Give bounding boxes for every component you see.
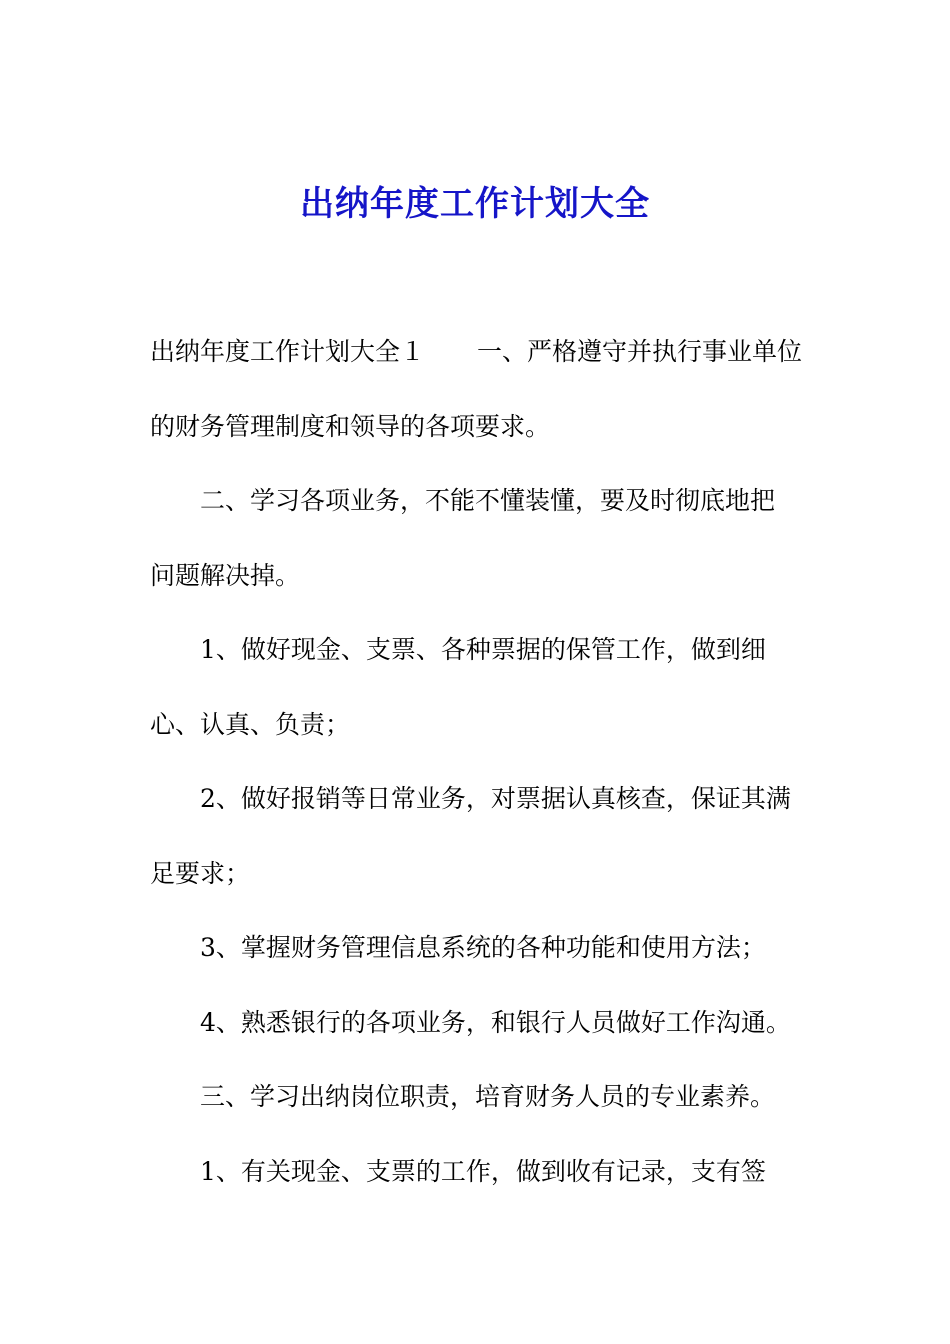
paragraph-line-5: 1、做好现金、支票、各种票据的保管工作，做到细: [200, 635, 766, 664]
paragraph-line-3: 二、学习各项业务，不能不懂装懂，要及时彻底地把: [200, 486, 776, 515]
heading-run: 出纳年度工作计划大全１: [150, 337, 426, 366]
paragraph-line-10: 4、熟悉银行的各项业务，和银行人员做好工作沟通。: [200, 1008, 791, 1037]
paragraph-line-1: [150, 332, 830, 372]
paragraph-line-8: 足要求；: [150, 859, 251, 888]
paragraph-line-12: 1、有关现金、支票的工作，做到收有记录，支有签: [200, 1157, 766, 1186]
paragraph-line-6: 心、认真、负责；: [150, 710, 351, 739]
paragraph-run: 一、严格遵守并执行事业单位: [477, 337, 803, 366]
document-title: 出纳年度工作计划大全: [300, 184, 650, 224]
paragraph-line-7: 2、做好报销等日常业务，对票据认真核查，保证其满: [200, 784, 791, 813]
paragraph-line-9: 3、掌握财务管理信息系统的各种功能和使用方法；: [200, 933, 766, 962]
paragraph-line-2: 的财务管理制度和领导的各项要求。: [150, 412, 551, 441]
paragraph-line-4: 问题解决掉。: [150, 561, 301, 590]
paragraph-line-11: 三、学习出纳岗位职责，培育财务人员的专业素养。: [200, 1082, 776, 1111]
